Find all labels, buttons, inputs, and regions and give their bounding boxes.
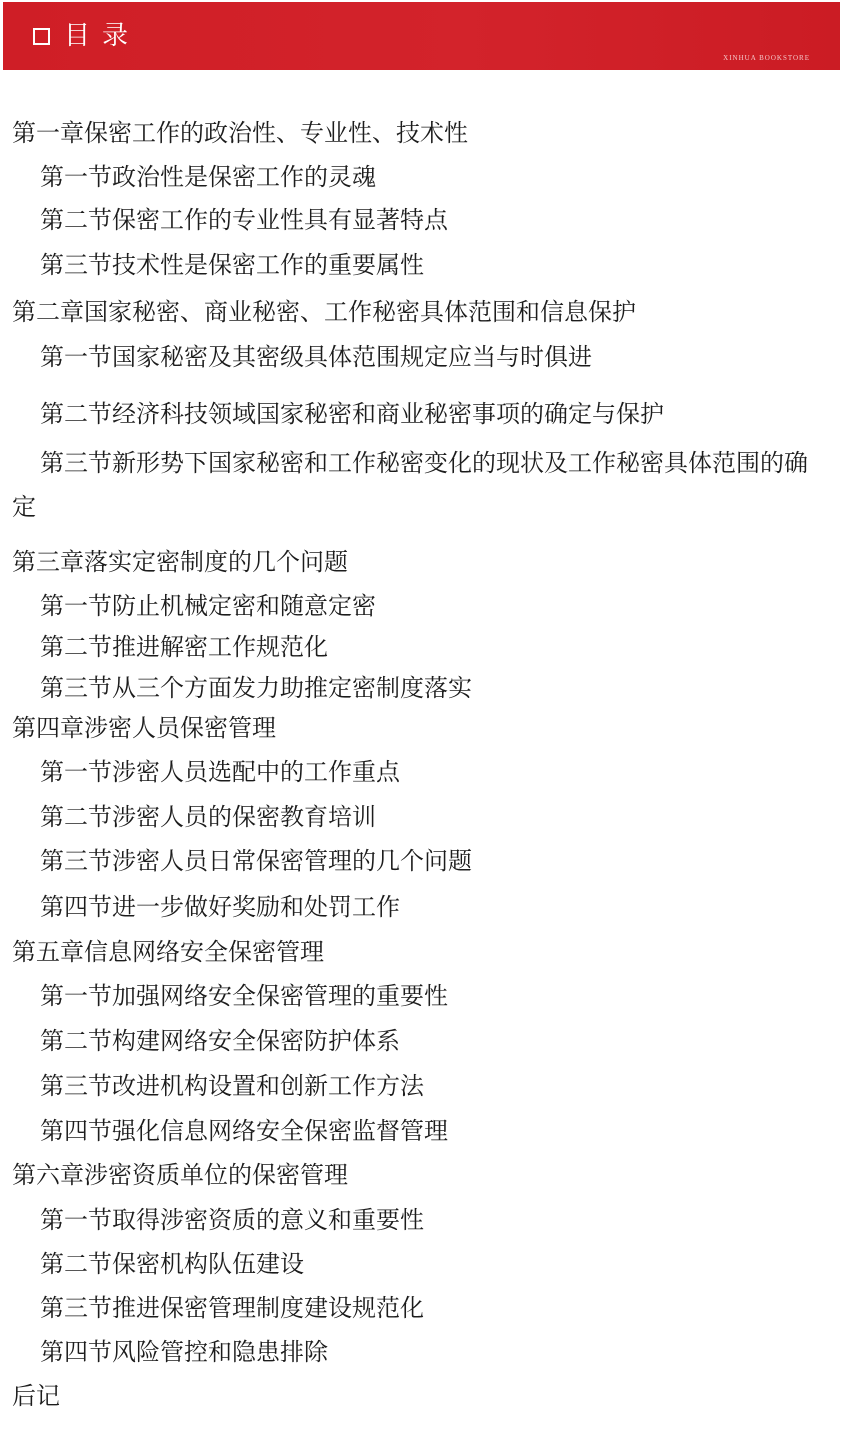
toc-chapter-2[interactable]: 第二章国家秘密、商业秘密、工作秘密具体范围和信息保护 [12, 298, 636, 326]
toc-chapter-4[interactable]: 第四章涉密人员保密管理 [12, 714, 276, 742]
toc-section-6-4[interactable]: 第四节风险管控和隐患排除 [40, 1338, 328, 1366]
toc-chapter-3[interactable]: 第三章落实定密制度的几个问题 [12, 548, 348, 576]
toc-section-2-3[interactable]: 第三节新形势下国家秘密和工作秘密变化的现状及工作秘密具体范围的确定 [12, 449, 808, 521]
page-title-text: 目录 [64, 21, 141, 51]
toc-section-5-1[interactable]: 第一节加强网络安全保密管理的重要性 [40, 982, 448, 1010]
toc-section-6-3[interactable]: 第三节推进保密管理制度建设规范化 [40, 1294, 424, 1322]
toc-afterword[interactable]: 后记 [12, 1382, 60, 1410]
toc-section-4-3[interactable]: 第三节涉密人员日常保密管理的几个问题 [40, 847, 472, 875]
toc-section-6-1[interactable]: 第一节取得涉密资质的意义和重要性 [40, 1206, 424, 1234]
toc-section-5-2[interactable]: 第二节构建网络安全保密防护体系 [40, 1027, 400, 1055]
toc-chapter-1[interactable]: 第一章保密工作的政治性、专业性、技术性 [12, 119, 468, 147]
toc-section-1-1[interactable]: 第一节政治性是保密工作的灵魂 [40, 163, 376, 191]
toc-section-3-3[interactable]: 第三节从三个方面发力助推定密制度落实 [40, 674, 472, 702]
toc-section-2-2[interactable]: 第二节经济科技领域国家秘密和商业秘密事项的确定与保护 [40, 400, 664, 428]
toc-section-4-1[interactable]: 第一节涉密人员选配中的工作重点 [40, 758, 400, 786]
toc-section-5-4[interactable]: 第四节强化信息网络安全保密监督管理 [40, 1117, 448, 1145]
toc-section-2-1[interactable]: 第一节国家秘密及其密级具体范围规定应当与时俱进 [40, 343, 592, 371]
toc-section-5-3[interactable]: 第三节改进机构设置和创新工作方法 [40, 1072, 424, 1100]
toc-section-6-2[interactable]: 第二节保密机构队伍建设 [40, 1250, 304, 1278]
toc-section-1-2[interactable]: 第二节保密工作的专业性具有显著特点 [40, 206, 448, 234]
toc-section-4-2[interactable]: 第二节涉密人员的保密教育培训 [40, 803, 376, 831]
brand-text: XINHUA BOOKSTORE [723, 54, 810, 62]
toc-section-3-1[interactable]: 第一节防止机械定密和随意定密 [40, 592, 376, 620]
toc-section-4-4[interactable]: 第四节进一步做好奖励和处罚工作 [40, 893, 400, 921]
toc-chapter-5[interactable]: 第五章信息网络安全保密管理 [12, 938, 324, 966]
toc-section-1-3[interactable]: 第三节技术性是保密工作的重要属性 [40, 251, 424, 279]
toc-section-3-2[interactable]: 第二节推进解密工作规范化 [40, 633, 328, 661]
toc-chapter-6[interactable]: 第六章涉密资质单位的保密管理 [12, 1161, 348, 1189]
